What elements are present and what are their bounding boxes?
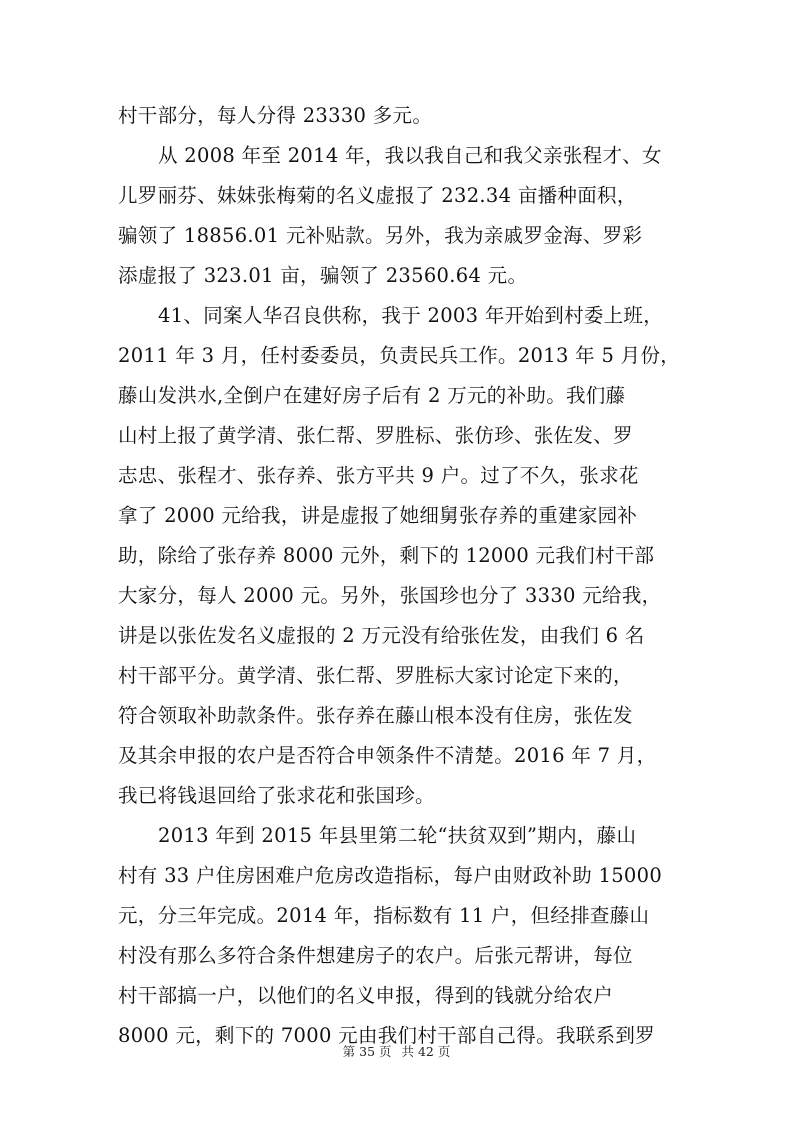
text-line: 2013 年到 2015 年县里第二轮“扶贫双到”期内，藤山 <box>158 824 637 847</box>
text-line: 藤山发洪水,全倒户在建好房子后有 2 万元的补助。我们藤 <box>118 384 626 407</box>
text-line: 村有 33 户住房困难户危房改造指标，每户由财政补助 15000 <box>118 864 663 887</box>
text-line: 志忠、张程才、张存养、张方平共 9 户。过了不久，张求花 <box>118 464 639 487</box>
text-line: 元，分三年完成。2014 年，指标数有 11 户，但经排查藤山 <box>118 904 650 927</box>
text-line: 儿罗丽芬、妹妹张梅菊的名义虚报了 232.34 亩播种面积， <box>118 184 637 207</box>
text-line: 讲是以张佐发名义虚报的 2 万元没有给张佐发，由我们 6 名 <box>118 624 645 647</box>
text-line: 8000 元，剩下的 7000 元由我们村干部自己得。我联系到罗 <box>118 1024 655 1047</box>
text-line: 从 2008 年至 2014 年，我以我自己和我父亲张程才、女 <box>158 144 662 167</box>
text-line: 2011 年 3 月，任村委委员，负责民兵工作。2013 年 5 月份， <box>118 344 681 367</box>
body-text <box>118 96 681 1056</box>
text-line: 拿了 2000 元给我，讲是虚报了她细舅张存养的重建家园补 <box>118 504 638 527</box>
text-line: 山村上报了黄学清、张仁帮、罗胜标、张仿珍、张佐发、罗 <box>118 424 633 447</box>
text-line: 符合领取补助款条件。张存养在藤山根本没有住房，张佐发 <box>118 704 633 727</box>
text-line: 41、同案人华召良供称，我于 2003 年开始到村委上班， <box>158 304 664 327</box>
page-number: 第 35 页 <box>342 1044 392 1059</box>
text-line: 添虚报了 323.01 亩，骗领了 23560.64 元。 <box>118 264 528 287</box>
text-line: 助，除给了张存养 8000 元外，剩下的 12000 元我们村干部 <box>118 544 655 567</box>
text-line: 大家分，每人 2000 元。另外，张国珍也分了 3330 元给我， <box>118 584 662 607</box>
text-line: 村没有那么多符合条件想建房子的农户。后张元帮讲，每位 <box>118 944 633 967</box>
text-line: 村干部平分。黄学清、张仁帮、罗胜标大家讨论定下来的， <box>118 664 633 687</box>
text-line: 我已将钱退回给了张求花和张国珍。 <box>118 784 435 807</box>
text-line: 村干部分，每人分得 23330 多元。 <box>118 104 433 127</box>
text-line: 骗领了 18856.01 元补贴款。另外，我为亲戚罗金海、罗彩 <box>118 224 643 247</box>
text-line: 及其余申报的农户是否符合申领条件不清楚。2016 年 7 月， <box>118 744 657 767</box>
page-footer <box>0 1042 793 1060</box>
total-pages: 共 42 页 <box>401 1044 451 1059</box>
text-line: 村干部搞一户，以他们的名义申报，得到的钱就分给农户 <box>118 984 614 1007</box>
